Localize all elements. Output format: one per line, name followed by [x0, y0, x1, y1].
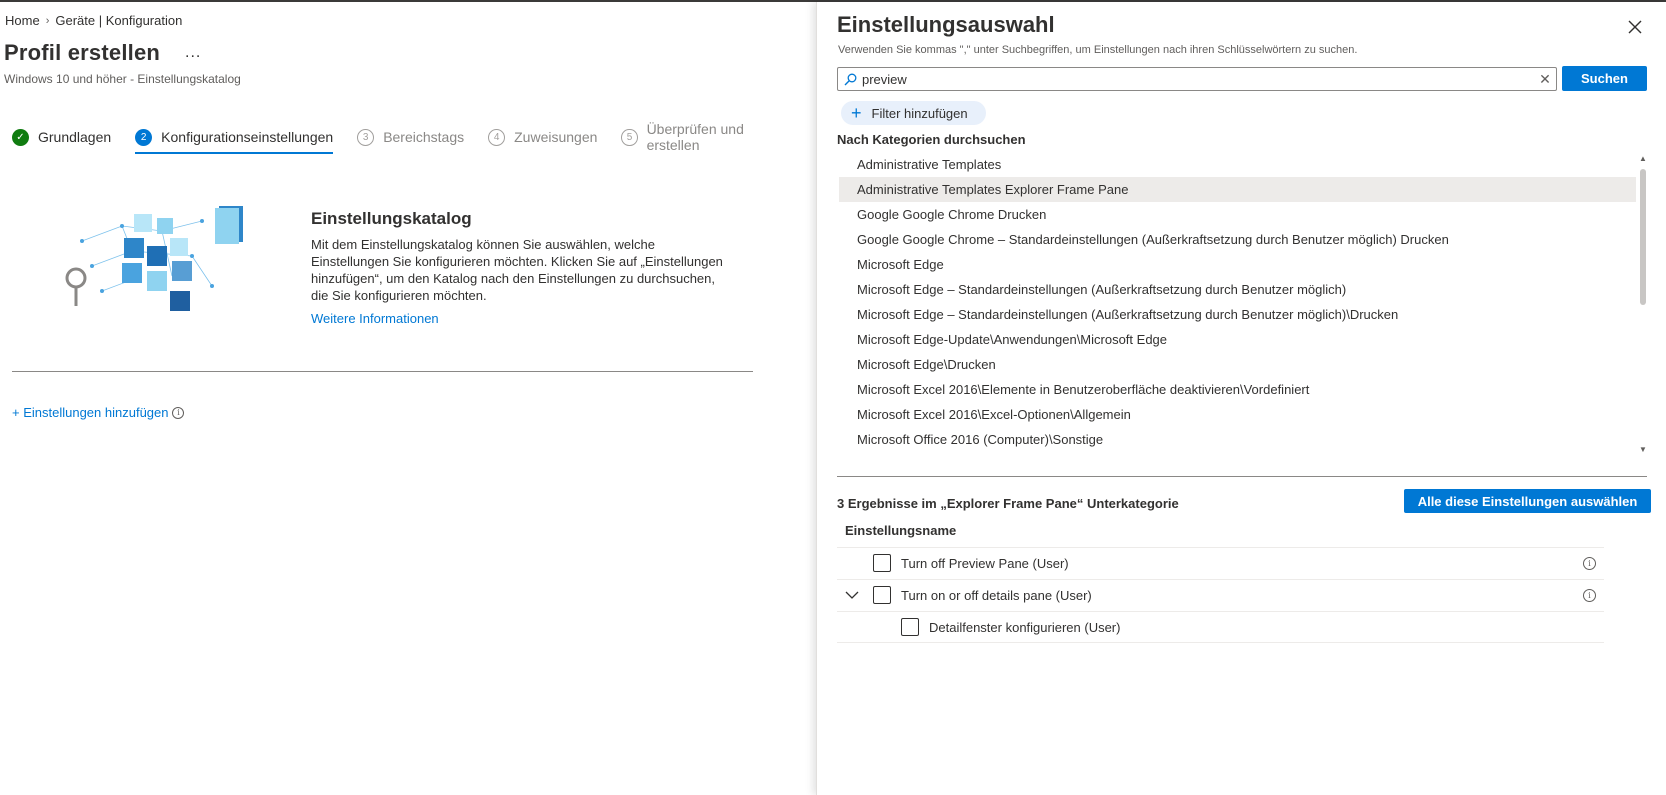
page-title: Profil erstellen	[4, 40, 161, 65]
clear-search-icon[interactable]: ✕	[1539, 70, 1551, 87]
info-icon[interactable]: i	[1583, 589, 1596, 602]
settings-picker-panel	[816, 2, 1666, 795]
profile-create-page	[0, 2, 816, 795]
add-settings-link[interactable]	[12, 405, 184, 420]
browse-categories-label: Nach Kategorien durchsuchen	[837, 132, 1026, 147]
step-label: Grundlagen	[38, 129, 112, 145]
category-item[interactable]: Microsoft Edge	[857, 257, 944, 272]
category-scrollbar[interactable]	[1639, 154, 1647, 454]
category-list	[839, 152, 1636, 452]
catalog-description: Mit dem Einstellungskatalog können Sie auswählen, welche Einstellungen Sie konfigurieren möchten. Klicken Sie auf „Einstellungen hinzufügen“, um den Katalog nach den Einstellungen zu durchsuchen, die Sie konfigurieren möchten.	[311, 237, 723, 303]
category-item[interactable]: Microsoft Excel 2016\Excel-Optionen\Allgemein	[857, 407, 1131, 422]
step-label: Überprüfen und erstellen	[646, 121, 744, 153]
step-complete-check-icon: ✓	[12, 129, 29, 146]
step-label: Bereichstags	[383, 129, 465, 145]
panel-title: Einstellungsauswahl	[837, 12, 1055, 37]
setting-name: Detailfenster konfigurieren (User)	[929, 620, 1121, 635]
chevron-down-icon[interactable]	[845, 588, 859, 602]
table-row-child	[837, 611, 1604, 643]
settings-catalog-illustration	[62, 206, 262, 326]
select-all-settings-button[interactable]: Alle diese Einstellungen auswählen	[1404, 489, 1651, 513]
step-zuweisungen[interactable]	[488, 122, 597, 152]
setting-checkbox[interactable]	[901, 618, 919, 636]
setting-name: Turn off Preview Pane (User)	[901, 556, 1069, 571]
more-info-link[interactable]: Weitere Informationen	[311, 311, 439, 326]
column-header-setting-name: Einstellungsname	[845, 523, 957, 538]
close-icon[interactable]	[1628, 20, 1642, 34]
plus-icon: +	[851, 103, 862, 123]
search-hint: Verwenden Sie kommas "," unter Suchbegriffen, um Einstellungen nach ihren Schlüsselwörtern zu suchen.	[838, 44, 1358, 56]
category-item-selected[interactable]: Administrative Templates Explorer Frame Pane	[839, 177, 1636, 202]
setting-name: Turn on or off details pane (User)	[901, 588, 1092, 603]
search-button[interactable]: Suchen	[1562, 66, 1647, 91]
step-ueberpruefen[interactable]	[621, 122, 792, 152]
scroll-down-icon[interactable]: ▼	[1639, 445, 1647, 454]
add-settings-label: + Einstellungen hinzufügen	[12, 405, 169, 420]
category-item[interactable]: Microsoft Edge – Standardeinstellungen (Außerkraftsetzung durch Benutzer möglich)\Drucken	[857, 307, 1399, 322]
section-divider	[12, 371, 753, 372]
breadcrumb-home-link[interactable]: Home	[5, 13, 40, 28]
step-grundlagen[interactable]	[12, 122, 111, 152]
setting-checkbox[interactable]	[873, 586, 891, 604]
category-item[interactable]: Administrative Templates	[857, 157, 1002, 172]
panel-divider	[837, 476, 1647, 477]
step-number-badge: 5	[621, 129, 637, 146]
search-box	[837, 67, 1557, 91]
step-bereichstags[interactable]	[357, 122, 464, 152]
results-count-label: 3 Ergebnisse im „Explorer Frame Pane“ Unterkategorie	[837, 496, 1179, 511]
catalog-title: Einstellungskatalog	[311, 209, 472, 228]
setting-checkbox[interactable]	[873, 554, 891, 572]
add-filter-button[interactable]	[841, 101, 986, 125]
more-options-button[interactable]: ...	[185, 44, 202, 61]
scroll-up-icon[interactable]: ▲	[1639, 154, 1647, 163]
step-label: Zuweisungen	[514, 129, 598, 145]
category-item[interactable]: Microsoft Office 2016 (Computer)\Sonstige	[857, 432, 1104, 447]
add-filter-label: Filter hinzufügen	[871, 105, 968, 121]
breadcrumb	[5, 13, 182, 28]
category-item[interactable]: Google Google Chrome – Standardeinstellungen (Außerkraftsetzung durch Benutzer möglich) Drucken	[857, 232, 1449, 247]
page-subtitle: Windows 10 und höher - Einstellungskatalog	[4, 72, 241, 86]
step-konfigurationseinstellungen[interactable]	[135, 122, 333, 152]
step-number-badge: 2	[135, 129, 152, 146]
scrollbar-thumb[interactable]	[1640, 169, 1646, 305]
info-icon[interactable]: i	[172, 407, 184, 419]
breadcrumb-current-link[interactable]: Geräte | Konfiguration	[55, 13, 183, 28]
category-item[interactable]: Microsoft Edge – Standardeinstellungen (Außerkraftsetzung durch Benutzer möglich)	[857, 282, 1347, 297]
step-number-badge: 4	[488, 129, 505, 146]
table-row	[837, 579, 1604, 611]
breadcrumb-separator: ›	[45, 14, 50, 27]
step-number-badge: 3	[357, 129, 374, 146]
wizard-steps	[12, 122, 816, 152]
info-icon[interactable]: i	[1583, 557, 1596, 570]
settings-table	[837, 547, 1604, 643]
category-item[interactable]: Microsoft Excel 2016\Elemente in Benutzeroberfläche deaktivieren\Vordefiniert	[857, 382, 1310, 397]
step-label: Konfigurationseinstellungen	[161, 129, 334, 145]
table-row	[837, 547, 1604, 579]
category-item[interactable]: Google Google Chrome Drucken	[857, 207, 1047, 222]
search-input[interactable]	[862, 72, 1534, 87]
category-item[interactable]: Microsoft Edge-Update\Anwendungen\Microsoft Edge	[857, 332, 1168, 347]
search-icon	[838, 73, 862, 86]
category-item[interactable]: Microsoft Edge\Drucken	[857, 357, 996, 372]
